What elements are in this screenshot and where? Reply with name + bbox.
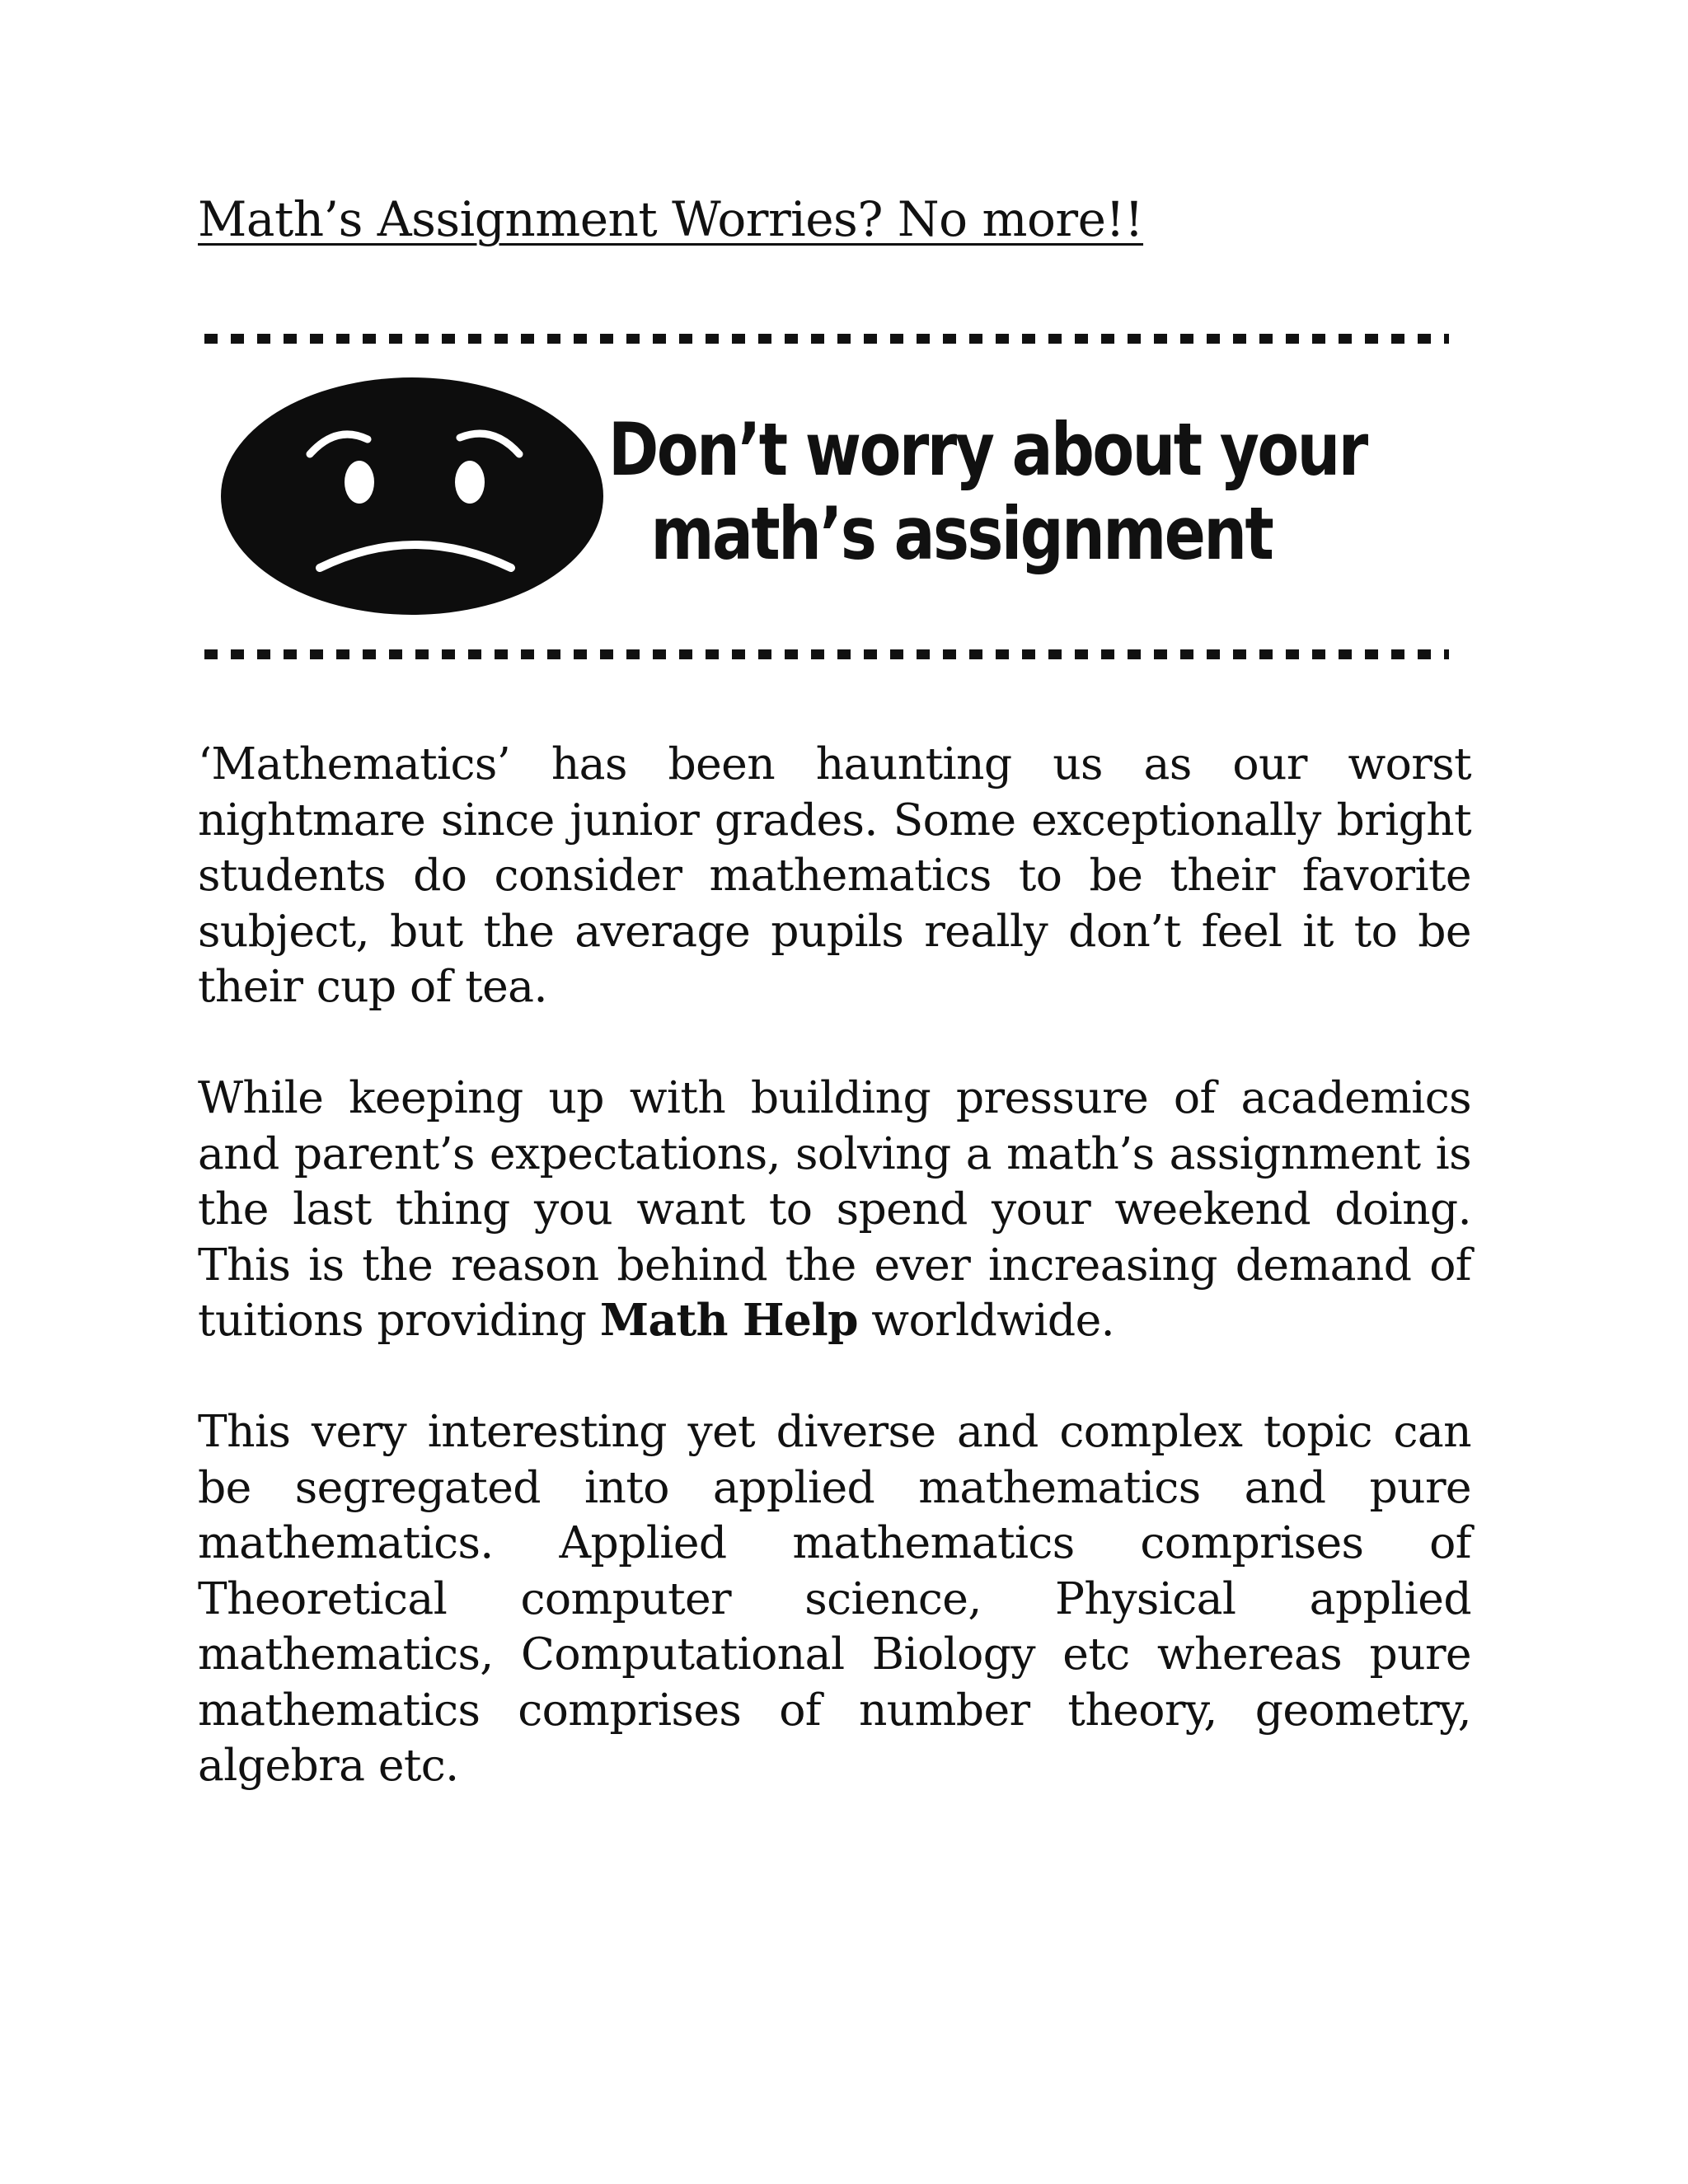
- banner: [204, 326, 1465, 672]
- document-title: Math’s Assignment Worries? No more!!: [198, 191, 1144, 247]
- banner-line-2: math’s assignment: [650, 491, 1273, 576]
- dashed-divider-bottom: [204, 649, 1449, 659]
- math-help-emphasis: Math Help: [599, 1294, 858, 1346]
- paragraph-pressure: [198, 1070, 1471, 1348]
- paragraph-pressure-tail: worldwide.: [857, 1294, 1115, 1346]
- banner-text: [608, 407, 1367, 576]
- dashed-divider-top: [204, 334, 1449, 344]
- sad-face-icon: [221, 377, 604, 616]
- banner-line-1: Don’t worry about your: [608, 407, 1367, 492]
- paragraph-branches: This very interesting yet diverse and complex topic can be segregated into applied mathematics and pure mathematics. Applied mathematics comprises of Theoretical computer science, Physical applied mathematics, Computational Biology etc whereas pure mathematics comprises of number theory, geometry, algebra etc.: [198, 1405, 1471, 1791]
- paragraph-pressure-text: While keeping up with building pressure of academics and parent’s expectations, solving a math’s assignment is the last thing you want to spend your weekend doing. This is the reason behind the ever increasing demand of tuitions providing: [198, 1071, 1471, 1346]
- paragraph-intro: ‘Mathematics’ has been haunting us as our worst nightmare since junior grades. Some exceptionally bright students do consider mathematics to be their favorite subject, but the average pupils really don’t feel it to be their cup of tea.: [198, 738, 1471, 1012]
